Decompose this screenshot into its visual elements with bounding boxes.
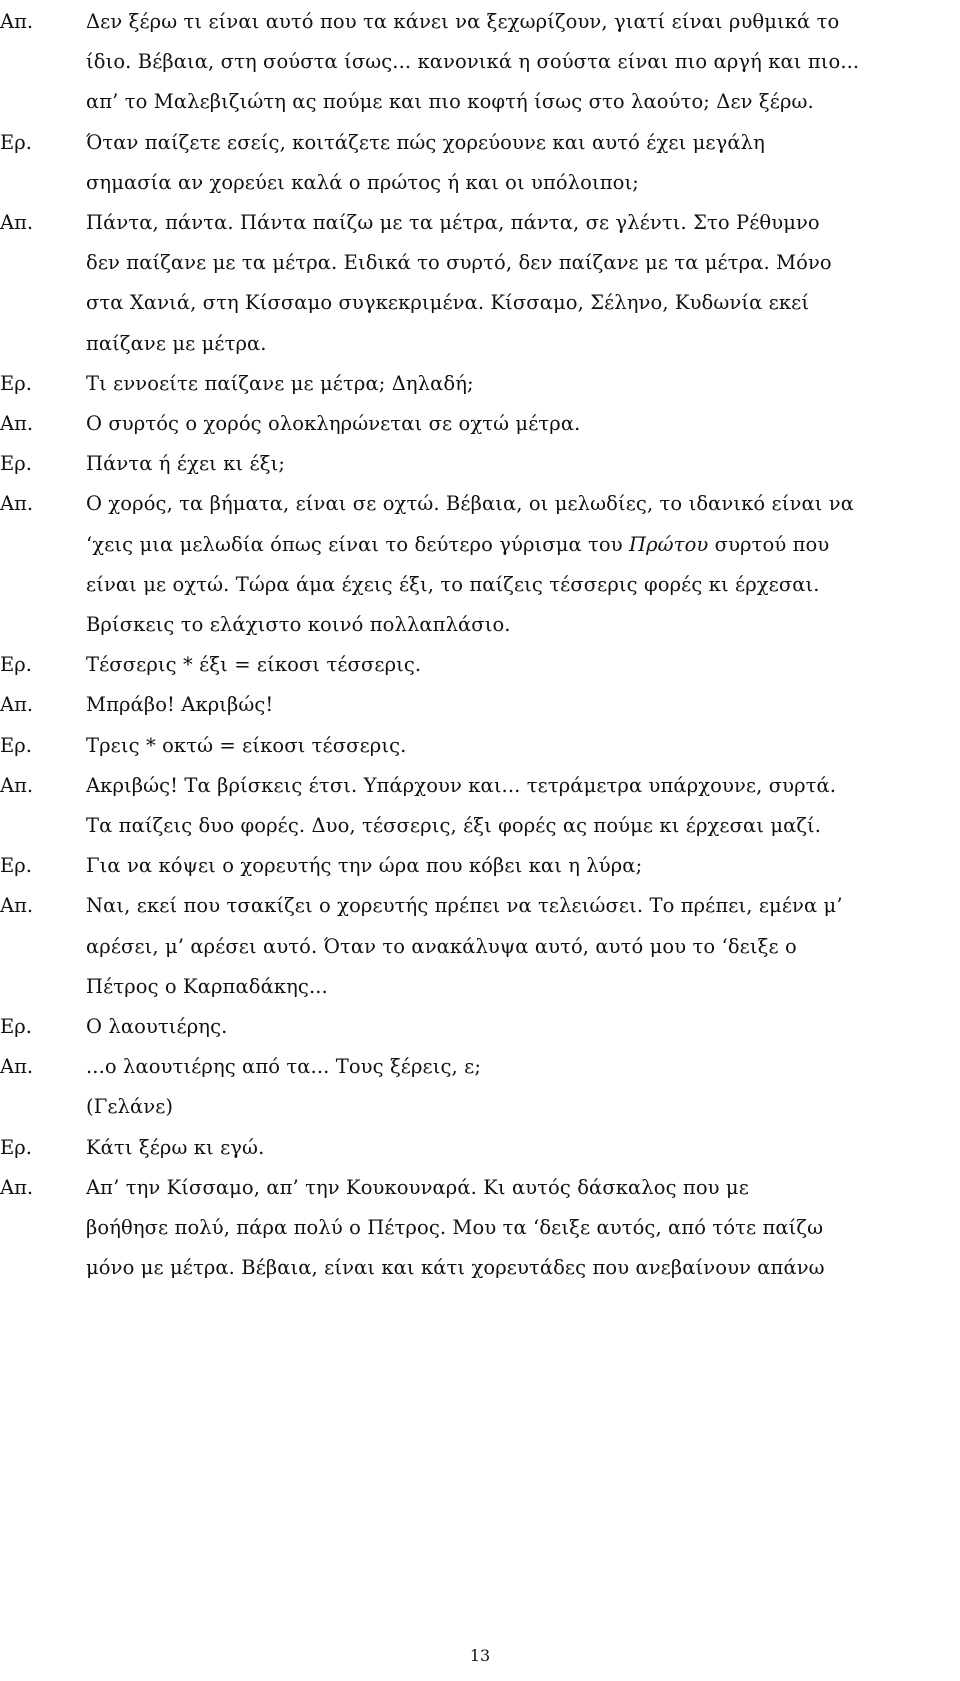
text-line: Απ’ την Κίσσαμο, απ’ την Κουκουναρά. Κι αυτός δάσκαλος που με: [86, 1175, 749, 1199]
speaker-label: Ερ.: [0, 130, 32, 154]
speaker-label: Απ.: [0, 1175, 34, 1199]
speaker-label: Απ.: [0, 773, 34, 797]
text-line: Τα παίζεις δυο φορές. Δυο, τέσσερις, έξι φορές ας πούμε κι έρχεσαι μαζί.: [86, 814, 822, 838]
utterance-text: [86, 1128, 958, 1168]
utterance-text: [86, 886, 958, 1007]
transcript-entry: [0, 1047, 960, 1127]
utterance-text: [86, 444, 958, 484]
utterance-text: [86, 1047, 958, 1127]
transcript-entry: [0, 846, 960, 886]
speaker-label: Απ.: [0, 1055, 34, 1079]
text-line: Ο συρτός ο χορός ολοκληρώνεται σε οχτώ μέτρα.: [86, 412, 581, 436]
utterance-text: [86, 364, 958, 404]
text-line: σημασία αν χορεύει καλά ο πρώτος ή και οι υπόλοιποι;: [86, 170, 639, 194]
transcript-entry: [0, 484, 960, 645]
utterance-text: [86, 484, 958, 645]
interview-transcript: [0, 2, 960, 1289]
utterance-text: [86, 1168, 958, 1289]
transcript-entry: [0, 886, 960, 1007]
speaker-label: Ερ.: [0, 1015, 32, 1039]
utterance-text: [86, 766, 958, 846]
text-line: Μπράβο! Ακριβώς!: [86, 693, 274, 717]
text-line: Τέσσερις * έξι = είκοσι τέσσερις.: [86, 653, 422, 677]
speaker-label: Ερ.: [0, 1135, 32, 1159]
utterance-text: [86, 203, 958, 364]
transcript-entry: [0, 404, 960, 444]
speaker-label: Ερ.: [0, 854, 32, 878]
text-line: ...ο λαουτιέρης από τα... Τους ξέρεις, ε;: [86, 1055, 481, 1079]
text-line: βοήθησε πολύ, πάρα πολύ ο Πέτρος. Μου τα ‘δειξε αυτός, από τότε παίζω: [86, 1216, 824, 1240]
transcript-entry: [0, 123, 960, 203]
transcript-entry: [0, 203, 960, 364]
text-line: δεν παίζανε με τα μέτρα. Ειδικά το συρτό, δεν παίζανε με τα μέτρα. Μόνο: [86, 251, 832, 275]
speaker-label: Απ.: [0, 412, 34, 436]
text-line: Για να κόψει ο χορευτής την ώρα που κόβει και η λύρα;: [86, 854, 643, 878]
speaker-label: Απ.: [0, 10, 34, 33]
text-line: παίζανε με μέτρα.: [86, 331, 267, 355]
utterance-text: [86, 404, 958, 444]
text-line: Ναι, εκεί που τσακίζει ο χορευτής πρέπει να τελειώσει. Το πρέπει, εμένα μ’: [86, 894, 843, 918]
transcript-entry: [0, 1128, 960, 1168]
speaker-label: Απ.: [0, 492, 34, 516]
transcript-entry: [0, 726, 960, 766]
text-line: Ακριβώς! Τα βρίσκεις έτσι. Υπάρχουν και... τετράμετρα υπάρχουνε, συρτά.: [86, 773, 837, 797]
text-line: Πάντα, πάντα. Πάντα παίζω με τα μέτρα, πάντα, σε γλέντι. Στο Ρέθυμνο: [86, 211, 820, 235]
text-line: Ο λαουτιέρης.: [86, 1015, 228, 1039]
utterance-text: [86, 685, 958, 725]
transcript-entry: [0, 2, 960, 123]
speaker-label: Ερ.: [0, 733, 32, 757]
text-line: Βρίσκεις το ελάχιστο κοινό πολλαπλάσιο.: [86, 613, 511, 637]
speaker-label: Απ.: [0, 894, 34, 918]
speaker-label: Απ.: [0, 693, 34, 717]
page-number: 13: [469, 1646, 491, 1665]
song-title-emphasis: Πρώτου: [629, 532, 709, 556]
text-line: αρέσει, μ’ αρέσει αυτό. Όταν το ανακάλυψα αυτό, αυτό μου το ‘δειξε ο: [86, 934, 797, 958]
text-line: είναι με οχτώ. Τώρα άμα έχεις έξι, το παίζεις τέσσερις φορές κι έρχεσαι.: [86, 572, 820, 596]
utterance-text: [86, 645, 958, 685]
text-line: απ’ το Μαλεβιζιώτη ας πούμε και πιο κοφτή ίσως στο λαούτο; Δεν ξέρω.: [86, 90, 814, 114]
transcript-entry: [0, 364, 960, 404]
transcript-entry: [0, 1168, 960, 1289]
utterance-text: [86, 123, 958, 203]
utterance-text: [86, 846, 958, 886]
text-line: Τρεις * οκτώ = είκοσι τέσσερις.: [86, 733, 407, 757]
text-line: μόνο με μέτρα. Βέβαια, είναι και κάτι χορευτάδες που ανεβαίνουν απάνω: [86, 1256, 825, 1280]
text-line: Πάντα ή έχει κι έξι;: [86, 452, 286, 476]
transcript-entry: [0, 1007, 960, 1047]
text-line: (Γελάνε): [86, 1095, 174, 1119]
speaker-label: Απ.: [0, 211, 34, 235]
text-line: στα Χανιά, στη Κίσσαμο συγκεκριμένα. Κίσσαμο, Σέληνο, Κυδωνία εκεί: [86, 291, 810, 315]
text-line: Πέτρος ο Καρπαδάκης...: [86, 974, 328, 998]
speaker-label: Ερ.: [0, 371, 32, 395]
speaker-label: Ερ.: [0, 653, 32, 677]
text-line: Τι εννοείτε παίζανε με μέτρα; Δηλαδή;: [86, 371, 474, 395]
text-line: Ο χορός, τα βήματα, είναι σε οχτώ. Βέβαια, οι μελωδίες, το ιδανικό είναι να: [86, 492, 854, 516]
text-line: ‘χεις μια μελωδία όπως είναι το δεύτερο γύρισμα του Πρώτου συρτού που: [86, 532, 830, 556]
text-line: Κάτι ξέρω κι εγώ.: [86, 1135, 265, 1159]
text-line: ίδιο. Βέβαια, στη σούστα ίσως... κανονικά η σούστα είναι πιο αργή και πιο...: [86, 50, 860, 74]
transcript-entry: [0, 444, 960, 484]
speaker-label: Ερ.: [0, 452, 32, 476]
utterance-text: [86, 2, 958, 123]
utterance-text: [86, 1007, 958, 1047]
text-line: Δεν ξέρω τι είναι αυτό που τα κάνει να ξεχωρίζουν, γιατί είναι ρυθμικά το: [86, 10, 840, 33]
transcript-entry: [0, 766, 960, 846]
utterance-text: [86, 726, 958, 766]
transcript-entry: [0, 645, 960, 685]
text-line: Όταν παίζετε εσείς, κοιτάζετε πώς χορεύουνε και αυτό έχει μεγάλη: [86, 130, 765, 154]
transcript-entry: [0, 685, 960, 725]
